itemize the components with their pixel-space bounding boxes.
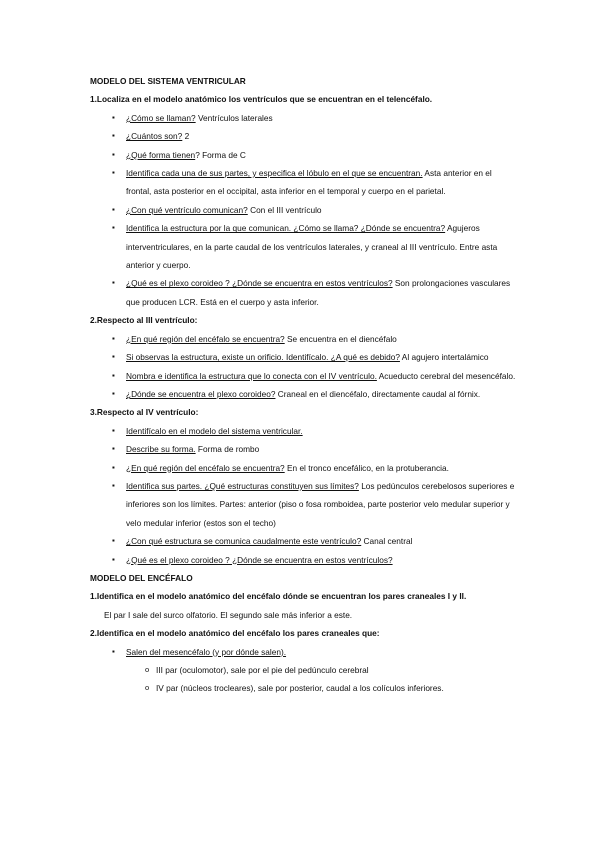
list-item (126, 109, 519, 127)
item-answer: Al agujero intertalámico (399, 352, 489, 363)
item-question: Identifica sus partes. ¿Qué estructuras constituyen sus límites? (126, 480, 359, 491)
item-answer: Son prolongaciones vasculares que producen LCR. Está en el cuerpo y asta inferior. (126, 278, 511, 307)
item-answer: Canal central (361, 536, 413, 547)
question-4: 1.Identifica en el modelo anatómico del encéfalo dónde se encuentran los pares craneales I y II. (90, 591, 467, 602)
section-title-encefalo: MODELO DEL ENCÉFALO (90, 572, 193, 583)
item-answer: 2 (182, 131, 190, 142)
item-question: ¿Qué es el plexo coroideo ? ¿Dónde se encuentra en estos ventrículos? (126, 278, 393, 289)
item-question: Identifica cada una de sus partes, y especifica el lóbulo en el que se encuentran. (126, 168, 423, 179)
question-1: 1.Localiza en el modelo anatómico los ventrículos que se encuentran en el telencéfalo. (90, 94, 433, 105)
list-item (126, 367, 519, 385)
item-answer: Asta anterior en el frontal, asta posterior en el occipital, asta inferior en el temporal y cuerpo en el parietal. (126, 168, 492, 197)
item-question: Identifica la estructura por la que comunican. ¿Cómo se llama? ¿Dónde se encuentra? (126, 223, 446, 234)
sub-list-item: o III par (oculomotor), sale por el pie del pedúnculo cerebral (156, 661, 519, 679)
list-item (126, 551, 519, 569)
item-question: Nombra e identifica la estructura que lo conecta con el IV ventrículo. (126, 370, 377, 381)
list-item (126, 459, 519, 477)
item-answer: Craneal en el diencéfalo, directamente caudal al fórnix. (275, 388, 481, 399)
question-2-list (90, 330, 519, 404)
item-answer: En el tronco encefálico, en la protuberancia. (284, 462, 449, 473)
list-item (126, 385, 519, 403)
question-3: 3.Respecto al IV ventrículo: (90, 407, 199, 418)
item-answer: Con el III ventrículo (247, 204, 322, 215)
list-item (126, 643, 519, 698)
item-question: ¿Dónde se encuentra el plexo coroideo? (126, 388, 276, 399)
list-item (126, 330, 519, 348)
question-3-list (90, 422, 519, 569)
item-answer: ? Forma de C (195, 149, 246, 160)
item-question: Si observas la estructura, existe un orificio. Identifícalo. ¿A qué es debido? (126, 352, 400, 363)
list-item (126, 201, 519, 219)
sub-list-item: o IV par (núcleos trocleares), sale por posterior, caudal a los colículos inferiores. (156, 679, 519, 697)
item-question: Identifícalo en el modelo del sistema ventricular. (126, 425, 303, 436)
item-answer: Se encuentra en el diencéfalo (284, 333, 397, 344)
item-answer: Los pedúnculos cerebelosos superiores e inferiores son los límites. Partes: anterior (piso o fosa romboidea, parte posterior velo medular superior y velo medular inferior (estos son el techo) (126, 480, 515, 528)
list-item (126, 127, 519, 145)
list-item (126, 164, 519, 201)
item-question: ¿En qué región del encéfalo se encuentra? (126, 462, 285, 473)
item-answer: Acueducto cerebral del mesencéfalo. (376, 370, 516, 381)
item-question: ¿Qué forma tienen (126, 149, 196, 160)
item-question: ¿Con qué ventrículo comunican? (126, 204, 248, 215)
list-item (126, 219, 519, 274)
list-item (126, 348, 519, 366)
list-item (126, 146, 519, 164)
item-question: ¿Cuántos son? (126, 131, 183, 142)
item-answer: Agujeros interventriculares, en la parte caudal de los ventrículos laterales, y craneal al III ventrículo. Entre asta anterior y cuerpo. (126, 223, 498, 271)
section-title-ventricular: MODELO DEL SISTEMA VENTRICULAR (90, 76, 246, 86)
sub-list (126, 661, 519, 698)
item-question: ¿Qué es el plexo coroideo ? ¿Dónde se encuentra en estos ventrículos? (126, 554, 393, 565)
list-item (126, 532, 519, 550)
list-item (126, 477, 519, 532)
item-answer: Forma de rombo (195, 444, 260, 455)
question-2: 2.Respecto al III ventrículo: (90, 315, 198, 326)
item-question: Describe su forma. (126, 444, 196, 455)
item-question: ¿En qué región del encéfalo se encuentra? (126, 333, 285, 344)
item-answer: Ventrículos laterales (195, 112, 273, 123)
item-question: ¿Con qué estructura se comunica caudalmente este ventrículo? (126, 536, 362, 547)
question-5-list (90, 643, 519, 698)
item-question: ¿Cómo se llaman? (126, 112, 196, 123)
item-question: Salen del mesencéfalo (y por dónde salen). (126, 646, 287, 657)
question-1-list (90, 109, 519, 311)
question-5: 2.Identifica en el modelo anatómico del encéfalo los pares craneales que: (90, 628, 380, 639)
list-item (126, 422, 519, 440)
question-4-answer: El par I sale del surco olfatorio. El segundo sale más inferior a este. (104, 609, 353, 620)
list-item (126, 440, 519, 458)
list-item (126, 274, 519, 311)
